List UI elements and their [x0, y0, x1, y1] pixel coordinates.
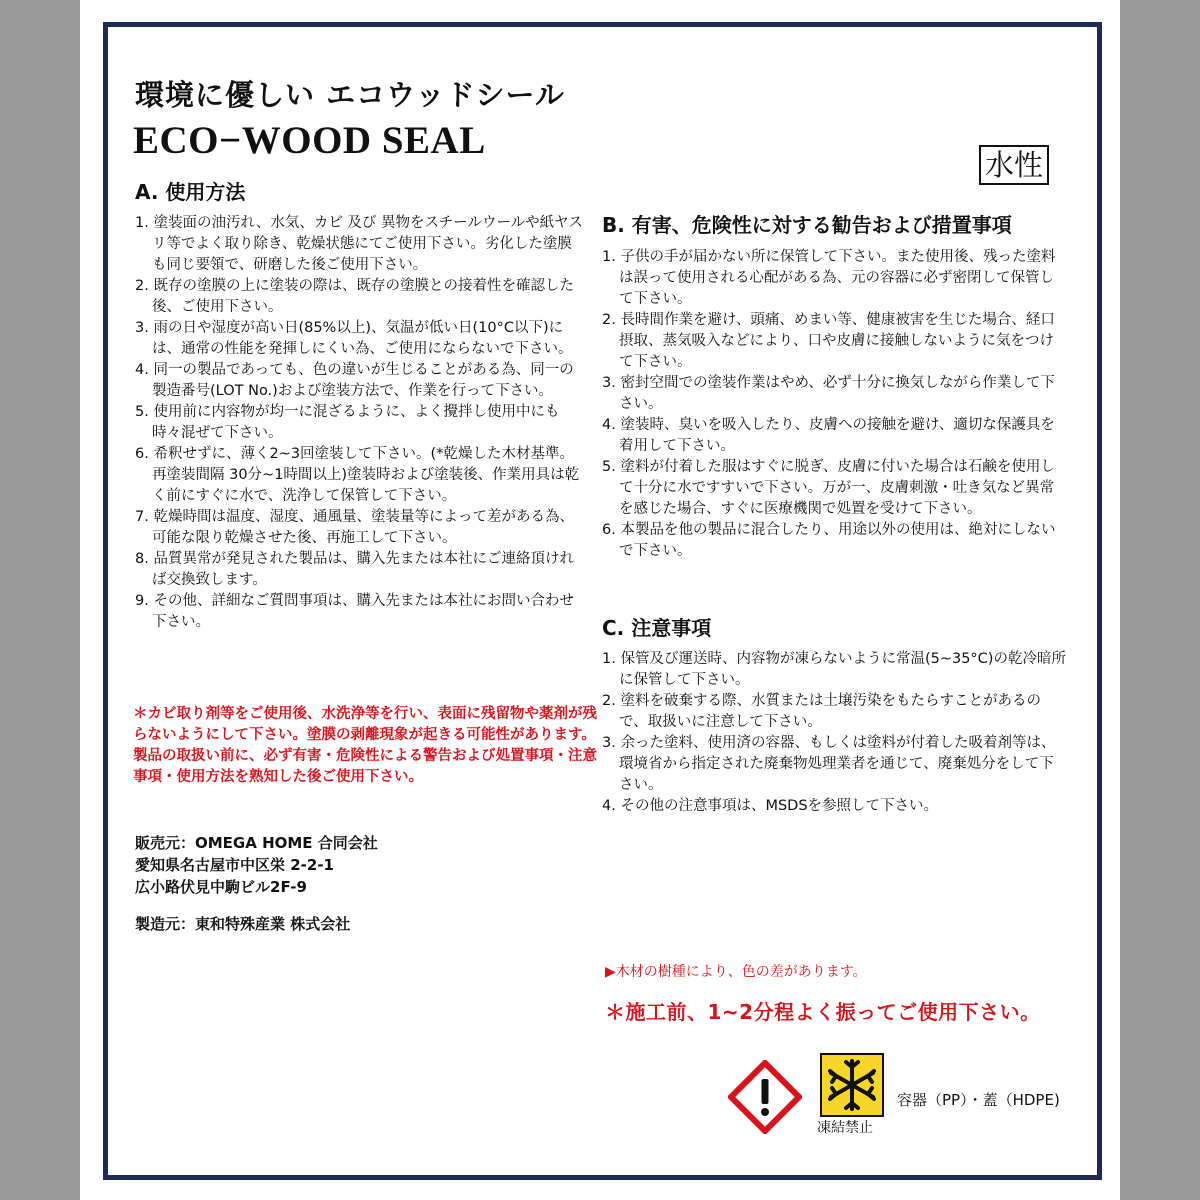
- hazard-list: [602, 247, 1066, 562]
- caution-item: 2. 塗料を破棄する際、水質または土壌汚染をもたらすことがあるので、取扱いに注意して下さい。: [602, 693, 1041, 730]
- label-frame: [103, 22, 1102, 1180]
- usage-item: 6. 希釈せずに、薄く2~3回塗装して下さい。(*乾燥した木材基準。再塗装間隔 30分~1時間以上)塗装時および塗装後、作業用具は乾く前にすぐに水で、洗浄して保管して下さい。: [135, 446, 580, 504]
- product-title-japanese: 環境に優しい エコウッドシール: [135, 78, 565, 112]
- usage-item: 1. 塗装面の油汚れ、水気、カビ 及び 異物をスチールウールや紙ヤスリ等でよく取り除き、乾燥状態にてご使用下さい。劣化した塗膜も同じ要領で、研磨した後ご使用下さい。: [135, 215, 583, 273]
- manufacturer-info: 製造元：東和特殊産業 株式会社: [135, 915, 351, 933]
- hazard-item: 4. 塗装時、臭いを吸入したり、皮膚への接触を避け、適切な保護具を着用して下さい。: [602, 417, 1055, 454]
- seller-address: 愛知県名古屋市中区栄 2-2-1: [135, 856, 334, 874]
- section-c-heading: C. 注意事項: [602, 616, 712, 640]
- hazard-item: 3. 密封空間での塗装作業はやめ、必ず十分に換気しながら作業して下さい。: [602, 375, 1055, 412]
- hazard-item: 6. 本製品を他の製品に混合したり、用途以外の使用は、絶対にしないで下さい。: [602, 522, 1056, 559]
- caution-item: 3. 余った塗料、使用済の容器、もしくは塗料が付着した吸着剤等は、環境省から指定された廃棄物処理業者を通じて、廃棄処分をして下さい。: [602, 735, 1056, 793]
- hazard-item: 1. 子供の手が届かない所に保管して下さい。また使用後、残った塗料は誤って使用される心配がある為、元の容器に必ず密閉して保管して下さい。: [602, 249, 1056, 307]
- seller-info: [135, 832, 378, 898]
- caution-list: [602, 649, 1066, 817]
- seller-name: 販売元：OMEGA HOME 合同会社: [135, 834, 378, 852]
- ghs-exclamation-icon: [728, 1060, 802, 1134]
- snowflake-icon: [820, 1053, 884, 1117]
- water-based-badge: 水性: [979, 145, 1049, 185]
- hazard-item: 2. 長時間作業を避け、頭痛、めまい等、健康被害を生じた場合、経口摂取、蒸気吸入などにより、口や皮膚に接触しないように気をつけて下さい。: [602, 312, 1055, 370]
- usage-item: 7. 乾燥時間は温度、湿度、通風量、塗装量等によって差がある為、可能な限り乾燥させた後、再施工して下さい。: [135, 509, 574, 546]
- usage-item: 3. 雨の日や湿度が高い日(85%以上)、気温が低い日(10°C以下)には、通常の性能を発揮しにくい為、ご使用にならないで下さい。: [135, 320, 573, 357]
- mold-remover-warning: ＊カビ取り剤等をご使用後、水洗浄等を行い、表面に残留物や薬剤が残らないようにして下さい。塗膜の剥離現象が起きる可能性があります。製品の取扱い前に、必ず有害・危険性による警告および処置事項・注意事項・使用方法を熟知した後ご使用下さい。: [133, 706, 597, 785]
- usage-item: 5. 使用前に内容物が均一に混ざるように、よく攪拌し使用中にも時々混ぜて下さい。: [135, 404, 560, 441]
- left-margin-band: [0, 0, 80, 1200]
- product-title-english: ECO−WOOD SEAL: [133, 119, 486, 162]
- usage-item: 2. 既存の塗膜の上に塗装の際は、既存の塗膜との接着性を確認した後、ご使用下さい。: [135, 278, 574, 315]
- usage-item: 8. 品質異常が発見された製品は、購入先または本社にご連絡頂ければ交換致します。: [135, 551, 574, 588]
- usage-item: 4. 同一の製品であっても、色の違いが生じることがある為、同一の製造番号(LOT No.)および塗装方法で、作業を行って下さい。: [135, 362, 574, 399]
- section-a-heading: A. 使用方法: [135, 180, 246, 204]
- container-material-label: 容器（PP）・蓋（HDPE): [897, 1091, 1060, 1109]
- caution-item: 1. 保管及び運送時、内容物が凍らないように常温(5~35°C)の乾冷暗所に保管して下さい。: [602, 651, 1066, 688]
- usage-item: 9. その他、詳細なご質問事項は、購入先または本社にお問い合わせ下さい。: [135, 593, 574, 630]
- wood-species-note: ▶木材の樹種により、色の差があります。: [605, 964, 867, 980]
- usage-list: [135, 213, 585, 633]
- seller-building: 広小路伏見中駒ビル2F-9: [135, 878, 307, 896]
- hazard-item: 5. 塗料が付着した服はすぐに脱ぎ、皮膚に付いた場合は石鹸を使用して十分に水ですすいで下さい。万が一、皮膚刺激・吐き気など異常を感じた場合、すぐに医療機関で処置を受けて下さい。: [602, 459, 1055, 517]
- shake-before-use-note: ＊施工前、1~2分程よく振ってご使用下さい。: [605, 1000, 1041, 1024]
- section-b-heading: B. 有害、危険性に対する勧告および措置事項: [602, 213, 1012, 237]
- right-margin-band: [1120, 0, 1200, 1200]
- freeze-prohibited-label: 凍結禁止: [817, 1120, 873, 1136]
- caution-item: 4. その他の注意事項は、MSDSを参照して下さい。: [602, 798, 939, 814]
